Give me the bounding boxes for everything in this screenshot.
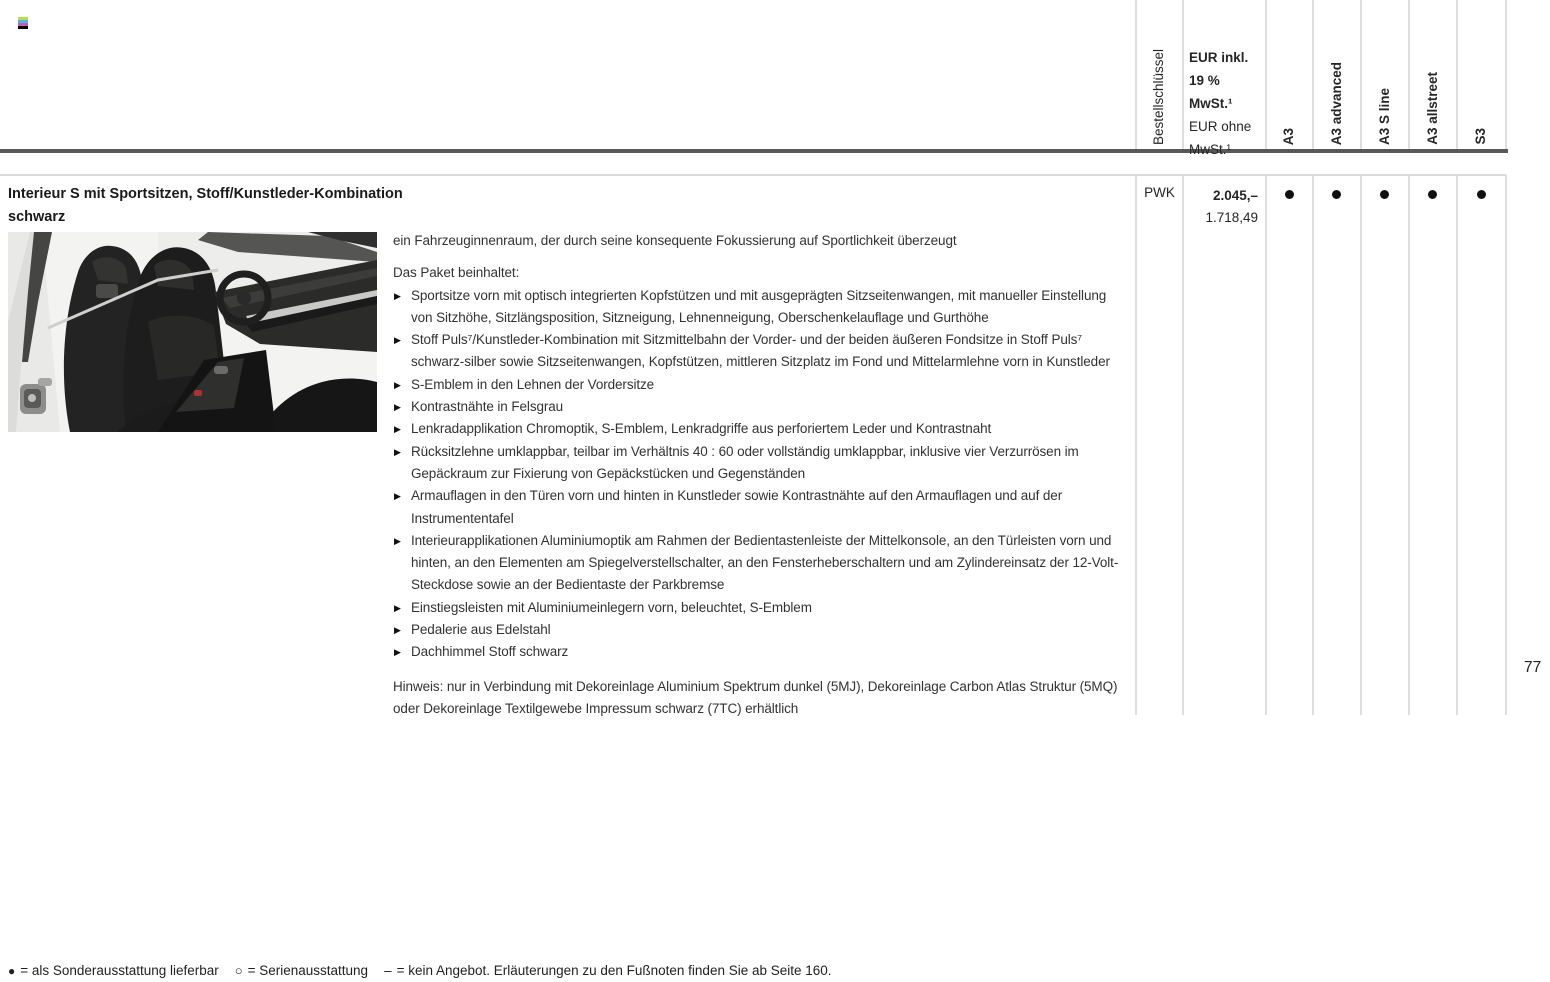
option-title-line2: schwarz — [8, 208, 66, 225]
list-item-text: Dachhimmel Stoff schwarz — [411, 644, 569, 660]
list-item-text: Lenkradapplikation Chromoptik, S-Emblem, Lenkradgriffe aus perforiertem Leder und Kontrastnaht — [411, 421, 992, 437]
list-item-text: Armauflagen in den Türen vorn und hinten in Kunstleder sowie Kontrastnähte auf den Armauflagen und auf der Instrumententafel — [411, 488, 1063, 526]
price-header-line: EUR inkl. — [1189, 50, 1249, 65]
bullet-triangle-icon: ▶ — [394, 290, 401, 301]
list-item — [393, 530, 1130, 597]
page-number: 77 — [1524, 659, 1542, 676]
availability-s3 — [1457, 188, 1505, 200]
list-item — [393, 418, 1130, 440]
list-item — [393, 329, 1130, 374]
dash-icon: – — [384, 963, 392, 978]
order-code-value: PWK — [1144, 185, 1175, 200]
column-header-s3 — [1457, 0, 1505, 145]
column-header-a3-allstreet — [1409, 0, 1456, 145]
bullet-triangle-icon: ▶ — [394, 402, 401, 413]
availability-dot-icon — [1380, 190, 1389, 199]
model-header-label: S3 — [1473, 128, 1489, 145]
table-column-divider — [1135, 175, 1137, 715]
print-registration-mark — [18, 17, 28, 29]
list-item — [393, 285, 1130, 330]
bullet-triangle-icon: ▶ — [394, 446, 401, 457]
table-column-divider — [1505, 0, 1507, 149]
price-excl-vat: 1.718,49 — [1205, 210, 1258, 226]
price-header-line: 19 % MwSt.¹ — [1189, 73, 1233, 111]
price-incl-vat: 2.045,– — [1212, 188, 1258, 203]
table-column-divider — [1312, 175, 1314, 715]
model-header-label: A3 S line — [1376, 87, 1392, 145]
model-header-label: A3 — [1281, 127, 1297, 145]
column-header-order-code — [1136, 0, 1182, 145]
bullet-triangle-icon: ▶ — [394, 424, 401, 435]
list-item-text: Rücksitzlehne umklappbar, teilbar im Verhältnis 40 : 60 oder vollständig umklappbar, inklusive vier Verzurrösen im Gepäckraum zur Fixierung von Gepäckstücken und Gegenständen — [411, 443, 1079, 481]
model-header-label: A3 advanced — [1328, 61, 1344, 145]
list-item-text: Pedalerie aus Edelstahl — [411, 622, 551, 638]
header-separator-rule — [0, 149, 1508, 153]
list-item — [393, 597, 1130, 619]
price-header-line: EUR ohne — [1189, 119, 1252, 134]
row-top-rule — [0, 174, 1506, 176]
legend-item — [384, 963, 831, 978]
list-item — [393, 396, 1130, 418]
availability-a3-advanced — [1313, 188, 1360, 200]
bullet-triangle-icon: ▶ — [394, 335, 401, 346]
list-item — [393, 619, 1130, 641]
column-header-a3-s-line — [1361, 0, 1408, 145]
description-intro: ein Fahrzeuginnenraum, der durch seine konsequente Fokussierung auf Sportlichkeit überzeugt — [393, 233, 957, 248]
price-cell — [1183, 185, 1258, 230]
list-item — [393, 641, 1130, 663]
table-column-divider — [1360, 175, 1362, 715]
list-item — [393, 374, 1130, 396]
list-item-text: Interieurapplikationen Aluminiumoptik am Rahmen der Bedientastenleiste der Mittelkonsole, an den Türleisten vorn und hinten, an den Elementen am Spiegelverstellschalter, an den Fensterheberschaltern und am Zylindereinsatz der 12-Volt-Steckdose sowie an der Bedientaste der Parkbremse — [411, 532, 1119, 593]
column-header-a3 — [1266, 0, 1312, 145]
package-heading: Das Paket beinhaltet: — [393, 265, 520, 281]
table-column-divider — [1265, 175, 1267, 715]
list-item — [393, 441, 1130, 486]
interior-photo — [8, 232, 377, 432]
legend-text: = kein Angebot. Erläuterungen zu den Fußnoten finden Sie ab Seite 160. — [396, 963, 832, 978]
list-item-text: Sportsitze vorn mit optisch integrierten Kopfstützen und mit ausgeprägten Sitzseitenwangen, mit manueller Einstellung von Sitzhöhe, Sitzlängsposition, Sitzneigung, Lehnenneigung, Oberschenkelauflage und Gurthöhe — [411, 287, 1107, 325]
column-header-price — [1189, 46, 1264, 161]
list-item-text: Stoff Puls⁷/Kunstleder-Kombination mit Sitzmittelbahn der Vorder- und der beiden äußeren Fondsitze in Stoff Puls⁷ schwarz-silber sowie Sitzseitenwangen, Kopfstützen, mittleren Sitzplatz im Fond und Mittelarmlehne vorn in Kunstleder — [411, 332, 1110, 370]
list-item-text: Kontrastnähte in Felsgrau — [411, 399, 564, 415]
legend-item — [8, 963, 219, 978]
availability-dot-icon — [1332, 190, 1341, 199]
bullet-triangle-icon: ▶ — [394, 535, 401, 546]
list-item-text: S-Emblem in den Lehnen der Vordersitze — [411, 376, 655, 392]
availability-dot-icon — [1428, 190, 1437, 199]
legend-text: = Serienausstattung — [247, 963, 369, 978]
price-header-line: MwSt.¹ — [1189, 142, 1231, 157]
filled-dot-icon: ● — [8, 964, 16, 978]
list-item-text: Einstiegsleisten mit Aluminiumeinlegern vorn, beleuchtet, S-Emblem — [411, 599, 812, 615]
footer-legend — [8, 963, 848, 978]
availability-dot-icon — [1285, 190, 1294, 199]
package-content-list — [393, 285, 1130, 664]
bullet-triangle-icon: ▶ — [394, 491, 401, 502]
column-header-a3-advanced — [1313, 0, 1360, 145]
legend-item — [235, 963, 368, 978]
model-header-label: A3 allstreet — [1424, 72, 1440, 145]
option-title-line1: Interieur S mit Sportsitzen, Stoff/Kunstleder-Kombination — [8, 186, 403, 202]
table-column-divider — [1182, 175, 1184, 715]
list-item — [393, 485, 1130, 530]
bullet-triangle-icon: ▶ — [394, 602, 401, 613]
table-column-divider — [1505, 175, 1507, 715]
table-column-divider — [1408, 175, 1410, 715]
order-code-header-label: Bestellschlüssel — [1151, 48, 1167, 145]
legend-text: = als Sonderausstattung lieferbar — [20, 963, 219, 978]
table-column-divider — [1182, 0, 1184, 149]
availability-a3-allstreet — [1409, 188, 1456, 200]
option-title — [8, 183, 728, 228]
bullet-triangle-icon: ▶ — [394, 625, 401, 636]
availability-a3 — [1266, 188, 1312, 200]
registration-stripe — [18, 26, 28, 29]
option-description — [393, 230, 1130, 720]
option-note: Hinweis: nur in Verbindung mit Dekoreinlage Aluminium Spektrum dunkel (5MJ), Dekoreinlage Carbon Atlas Struktur (5MQ) oder Dekoreinlage Textilgewebe Impressum schwarz (7TC) erhältlich — [393, 678, 1118, 716]
availability-dot-icon — [1477, 190, 1486, 199]
bullet-triangle-icon: ▶ — [394, 379, 401, 390]
availability-a3-s-line — [1361, 188, 1408, 200]
table-column-divider — [1456, 175, 1458, 715]
bullet-triangle-icon: ▶ — [394, 647, 401, 658]
open-dot-icon: ○ — [234, 963, 243, 978]
